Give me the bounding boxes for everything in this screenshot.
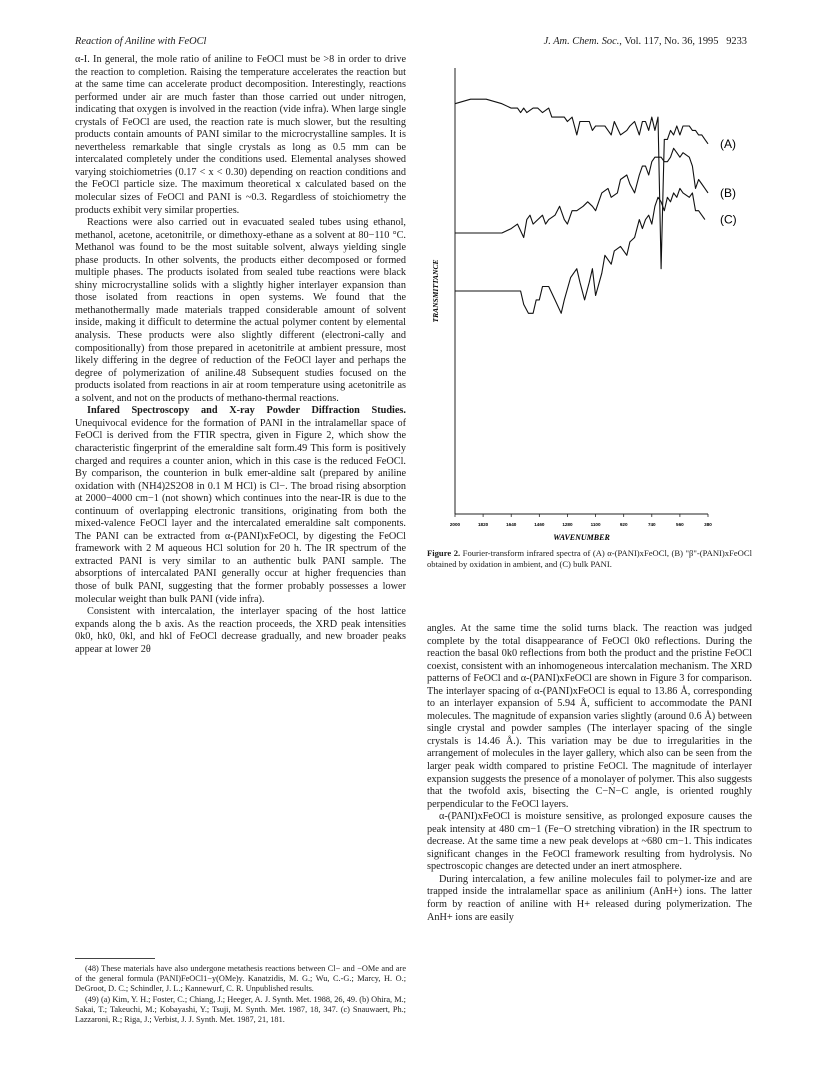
figure-2 <box>410 54 755 584</box>
paragraph: angles. At the same time the solid turns black. The reaction was judged complete by the total disappearance of FeOCl 0k0 reflections. During the reaction the basal 0k0 reflections from both the product and the pristine FeOCl coexist, consistent with an inhomogeneous intercalation mechanism. The XRD patterns of FeOCl and α-(PANI)xFeOCl are shown in Figure 3 for comparison. The interlayer spacing of α-(PANI)xFeOCl is equal to 13.86 Å, corresponding to an interlayer expansion of 5.94 Å, sufficient to accommodate the PANI molecules. The magnitude of expansion varies slightly (around 0.6 Å) between single crystal and powder samples (The interlayer spacing of the single crystals is 14.46 Å.). This variation may be due to irregularities in the arrangement of molecules in the layer gallery, which also can be seen from the larger peak width compared to pristine FeOCl. The magnitude of interlayer expansion suggests the presence of a monolayer of polymer. This also suggests that the twofold axis, bisecting the C−N−C angle, is oriented roughly perpendicular to the FeOCl layers. <box>427 623 752 810</box>
figure-caption <box>427 548 752 569</box>
left-column <box>75 54 406 656</box>
x-tick-label: 380 <box>704 522 712 527</box>
series-label-1: (A) <box>720 136 736 151</box>
x-tick-label: 1820 <box>477 522 489 527</box>
x-tick-label: 920 <box>619 522 628 527</box>
volume-issue: Vol. 117, No. 36, 1995 <box>624 36 719 47</box>
paragraph: During intercalation, a few aniline molecules fail to polymer-ize and are trapped inside the intralamellar space as anilinium (AnH+) ions. The latter form by reaction of aniline with H+ released during polymerization. The AnH+ ions are easily <box>427 873 752 923</box>
x-tick-label: 740 <box>647 522 656 527</box>
series-line-2 <box>455 148 708 237</box>
paragraph: α-I. In general, the mole ratio of aniline to FeOCl must be >8 in order to drive the reaction to completion. Raising the temperature accelerates the reaction but at the same time can accelerate product decomposition. Interestingly, reactions performed under air are much faster than those carried out under nitrogen, indicating that oxygen is involved in the reaction (vide infra). When large single crystals of FeOCl are used, the reaction rate is much slower, but the resulting products contain amounts of PANI similar to the microcrystalline samples. It is nevertheless remarkable that single crystals as long as 0.5 mm can be intercalated completely under the conditions used. Elemental analyses showed varying stoichiometries (0.17 < x < 0.30) depending on reaction conditions and the FeOCl particle size. The maximum theoretical x calculated based on the molecular sizes of FeOCl and PANI is ~0.3. Regardless of stoichiometry the products exhibit very similar properties. <box>75 54 406 216</box>
x-tick-label: 1640 <box>506 522 517 527</box>
footnote-rule <box>75 958 155 959</box>
ir-spectra-chart <box>410 54 755 548</box>
series-label-3: (C) <box>720 212 737 227</box>
x-tick-label: 560 <box>676 522 684 527</box>
x-axis-label: WAVENUMBER <box>553 533 610 542</box>
x-tick-label: 1460 <box>534 522 545 527</box>
x-tick-label: 2000 <box>449 522 461 527</box>
series-line-3 <box>455 188 705 313</box>
section-heading: Infared Spectroscopy and X-ray Powder Diffraction Studies. <box>87 405 406 417</box>
series-line-1 <box>455 99 708 269</box>
x-tick-label: 1280 <box>562 522 573 527</box>
paragraph-text: Unequivocal evidence for the formation of PANI in the intralamellar space of FeOCl is derived from the FTIR spectra, given in Figure 2, which show the characteristic fingerprint of the emeraldine salt form.49 This form is positively charged and requires a counter anion, which in this case is the reduced FeOCl. By comparison, the counterion in bulk emer-aldine salt (prepared by aniline oxidation with (NH4)2S2O8 in 0.1 M HCl) is Cl−. The broad rising absorption at 2000−4000 cm−1 (not shown) which continues into the near-IR is due to the continuum of overlapping electronic transitions, originating from both the mixed-valence FeOCl layer and the intercalated emeraldine salt components. The PANI can be extracted from α-(PANI)xFeOCl, by digesting the FeOCl framework with 2 M aqueous HCl solution for 20 h. The IR spectrum of the extracted PANI is very similar to an authentic bulk PANI sample. The absorptions of intercalated PANI generally occur at higher frequencies than those of bulk PANI, suggesting that the former probably possesses a lower molecular weight than bulk PANI (vide infra). <box>75 417 406 605</box>
page-number: 9233 <box>726 36 747 47</box>
paragraph: Reactions were also carried out in evacuated sealed tubes using ethanol, methanol, acetone, acetonitrile, or dimethoxy-ethane as a solvent at 80−110 °C. Methanol was found to be the most suitable solvent, always yielding single phase products. In other solvents, the products either decomposed or formed multiple phases. The products isolated from sealed tube reactions were black shiny microcrystalline solids with a slightly higher interlayer expansion than those isolated from reactions in open systems. We found that the methanothermally made materials trapped considerable amount of solvent inside, making it difficult to determine the actual polymer content by elemental analysis. These products were also slightly different (electroni-cally and compositionally) from those prepared in acetonitrile at ambient pressure, most likely differing in the degree of reduction of the FeOCl layer and perhaps the degree of polymerization of aniline.48 Subsequent studies focused on the products isolated from reactions in air at room temperature using acetonitrile as a solvent, and not on the products of methano-thermal reactions. <box>75 217 406 404</box>
footnotes <box>75 964 406 1025</box>
caption-text: Fourier-transform infrared spectra of (A) α-(PANI)xFeOCl, (B) "β"-(PANI)xFeOCl obtained by oxidation in ambient, and (C) bulk PANI. <box>427 548 752 569</box>
running-head-journal: J. Am. Chem. Soc., Vol. 117, No. 36, 1995 9233 <box>543 36 747 47</box>
series-label-2: (B) <box>720 185 736 200</box>
footnote: (48) These materials have also undergone metathesis reactions between Cl− and −OMe and are of the general formula (PANI)FeOCl1−y(OMe)y. Kanatzidis, M. G.; Wu, C.-G.; Marcy, H. O.; DeGroot, D. C.; Schindler, J. L.; Kannewurf, C. R. Unpublished results. <box>75 964 406 994</box>
y-axis-label: TRANSMITTANCE <box>431 259 440 323</box>
journal-name: J. Am. Chem. Soc. <box>543 36 620 47</box>
x-tick-label: 1100 <box>590 522 601 527</box>
paragraph <box>75 405 406 606</box>
paragraph: α-(PANI)xFeOCl is moisture sensitive, as prolonged exposure causes the peak intensity at 480 cm−1 (Fe−O stretching vibration) in the IR spectrum to decrease. At the same time a new peak develops at ~680 cm−1. This indicates significant changes in the FeOCl framework resulting from hydrolysis. No spectroscopic changes are detected under an inert atmosphere. <box>427 811 752 873</box>
paragraph: Consistent with intercalation, the interlayer spacing of the host lattice expands along the b axis. As the reaction proceeds, the XRD peak intensities 0k0, hk0, 0kl, and hkl of FeOCl decrease gradually, and new broader peaks appear at lower 2θ <box>75 606 406 655</box>
caption-label: Figure 2. <box>427 548 461 558</box>
footnote: (49) (a) Kim, Y. H.; Foster, C.; Chiang, J.; Heeger, A. J. Synth. Met. 1988, 26, 49. (b) Ohira, M.; Sakai, T.; Takeuchi, M.; Kobayashi, Y.; Tsuji, M. Synth. Met. 1987, 18, 347. (c) Snauwaert, Ph.; Lazzaroni, R.; Riga, J.; Verbist, J. J. Synth. Met. 1987, 21, 181. <box>75 994 406 1025</box>
running-head-title: Reaction of Aniline with FeOCl <box>75 36 207 47</box>
right-column <box>427 623 752 924</box>
